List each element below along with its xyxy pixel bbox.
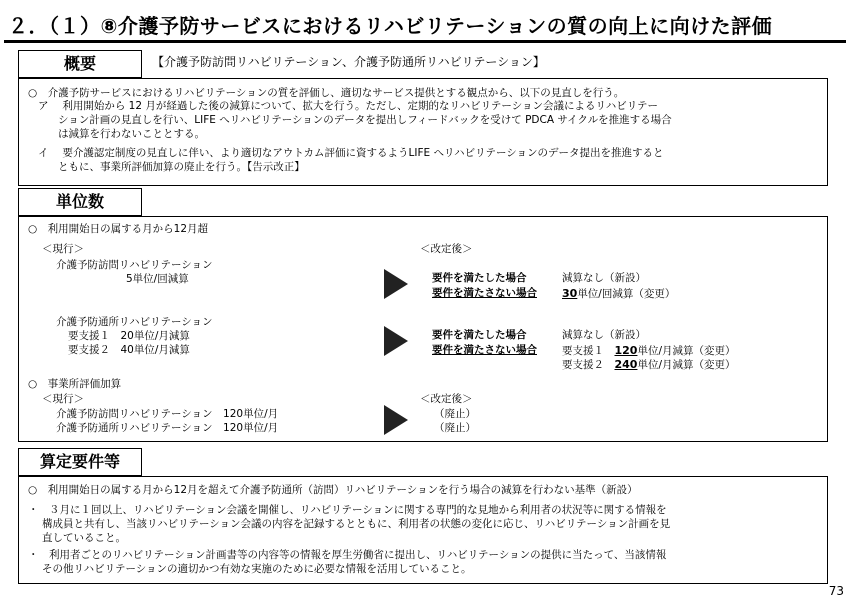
visit-rehab-current: 5単位/回減算 [126,273,189,285]
requirements-line-6: その他リハビリテーションの適切かつ有効な実施のために必要な情報を活用していること。 [42,563,472,575]
eval-visit-abolished: （廃止） [434,408,476,420]
page-number: 73 [828,584,844,598]
overview-line-6: ともに、事業所評価加算の廃止を行う。【告示改正】 [58,161,305,173]
eval-day-current: 介護予防通所リハビリテーション 120単位/月 [56,422,279,434]
eval-day-abolished: （廃止） [434,422,476,434]
support2-label: 要支援２ [562,359,604,371]
day-rehab-label: 介護予防通所リハビリテーション [56,316,213,328]
visit-met-label: 要件を満たした場合 [432,272,527,284]
overview-line-1: ○ 介護予防サービスにおけるリハビリテーションの質を評価し、適切なサービス提供とする観点から、以下の見直しを行う。 [28,87,625,99]
requirements-line-1: ○ 利用開始日の属する月から12月を超えて介護予防通所（訪問）リハビリテーションを行う場合の減算を行わない基準（新設） [28,484,638,496]
support1-label: 要支援１ [562,345,604,357]
overview-line-5: イ 要介護認定制度の見直しに伴い、より適切なアウトカム評価に資するようLIFE へリハビリテーションのデータ提出を推進すると [38,147,664,159]
support1-text: 単位/月減算（変更） [637,345,736,357]
units-heading-1: ○ 利用開始日の属する月から12月超 [28,223,209,235]
overview-line-2: ア 利用開始から 12 月が経過した後の減算について、拡大を行う。ただし、定期的なリハビリテーション会議によるリハビリテー [38,100,658,112]
day-support2-revised [562,358,736,372]
visit-met-value: 減算なし（新設） [562,272,646,284]
current-label-2: ＜現行＞ [42,393,84,405]
title-underline [4,40,846,43]
eval-visit-current: 介護予防訪問リハビリテーション 120単位/月 [56,408,279,420]
support2-text: 単位/月減算（変更） [637,359,736,371]
day-met-value: 減算なし（新設） [562,329,646,341]
arrow-right-icon [384,405,408,435]
visit-notmet-label: 要件を満たさない場合 [432,287,537,299]
requirements-line-4: 直していること。 [42,532,126,544]
day-support1-revised [562,344,736,358]
visit-notmet-value [562,287,675,301]
requirements-line-2: ・ ３月に１回以上、リハビリテーション会議を開催し、リハビリテーションに関する専門的な見地から利用者の状況等に関する情報を [28,504,667,516]
support1-number: 120 [614,344,638,357]
overview-line-3: ション計画の見直しを行い、LIFE へリハビリテーションのデータを提出しフィードバックを受けて PDCA サイクルを推進する場合 [58,114,672,126]
day-notmet-label: 要件を満たさない場合 [432,344,537,356]
support2-number: 240 [614,358,638,371]
day-met-label: 要件を満たした場合 [432,329,527,341]
day-support1-current: 要支援１ 20単位/月減算 [68,330,190,342]
overview-tab: 概要 [18,50,142,78]
overview-subtitle: 【介護予防訪問リハビリテーション、介護予防通所リハビリテーション】 [152,55,545,69]
arrow-right-icon [384,269,408,299]
revised-label-1: ＜改定後＞ [420,243,473,255]
revised-label-2: ＜改定後＞ [420,393,473,405]
requirements-line-5: ・ 利用者ごとのリハビリテーション計画書等の内容等の情報を厚生労働省に提出し、リハビリテーションの提供に当たって、当該情報 [28,549,667,561]
day-support2-current: 要支援２ 40単位/月減算 [68,344,190,356]
page-title: ２．（１）⑧介護予防サービスにおけるリハビリテーションの質の向上に向けた評価 [8,14,773,38]
overview-line-4: は減算を行わないこととする。 [58,128,205,140]
units-heading-2: ○ 事業所評価加算 [28,378,122,390]
units-tab: 単位数 [18,188,142,216]
arrow-right-icon [384,326,408,356]
current-label-1: ＜現行＞ [42,243,84,255]
requirements-tab: 算定要件等 [18,448,142,476]
requirements-line-3: 構成員と共有し、当該リハビリテーション会議の内容を記録するとともに、利用者の状態の変化に応じ、リハビリテーション計画を見 [42,518,671,530]
visit-notmet-number: 30 [562,287,578,300]
visit-rehab-label: 介護予防訪問リハビリテーション [56,259,213,271]
visit-notmet-text: 単位/回減算（変更） [577,288,676,300]
